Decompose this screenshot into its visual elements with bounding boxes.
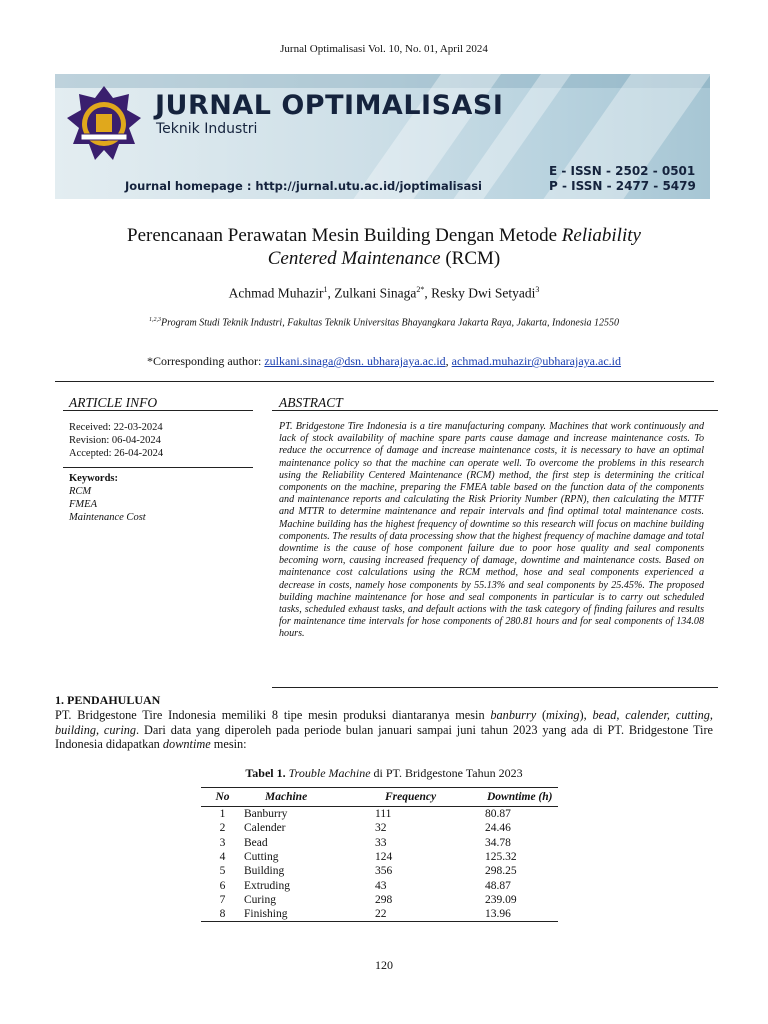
- machine-name: Curing: [244, 893, 276, 906]
- downtime-value: 24.46: [485, 822, 511, 835]
- frequency-value: 124: [375, 851, 393, 864]
- row-number: 1: [219, 808, 226, 821]
- divider: [55, 381, 714, 382]
- table-row: [201, 878, 558, 892]
- machine-name: Building: [244, 865, 285, 878]
- table-row: [201, 864, 558, 878]
- affiliation: $^{1,2,3}$Program Studi Teknik Industri, Fakultas Teknik Universitas Bhayangkara Jakarta Raya, Jakarta, Indonesia 12550: [148, 317, 619, 329]
- table-row: [201, 821, 558, 835]
- table-row: [201, 807, 558, 822]
- machine-name: Banburry: [244, 808, 288, 821]
- accepted-date: Accepted: 26-04-2024: [69, 448, 164, 459]
- email-link[interactable]: zulkani.sinaga@dsn. ubharajaya.ac.id: [264, 354, 446, 368]
- row-number: 6: [219, 879, 226, 892]
- column-header: No: [215, 791, 230, 803]
- received-date: Received: 22-03-2024: [69, 422, 163, 433]
- downtime-value: 13.96: [485, 908, 511, 921]
- author-list: Achmad Muhazir$^1$, Zulkani Sinaga$^{2*}$, Resky Dwi Setyadi$^3$: [228, 285, 540, 301]
- machine-name: Extruding: [244, 879, 290, 892]
- row-number: 5: [219, 865, 226, 878]
- section-heading: 1. PENDAHULUAN: [55, 693, 161, 707]
- author-name: Achmad Muhazir: [228, 285, 324, 301]
- keyword: FMEA: [69, 499, 97, 510]
- row-number: 8: [219, 908, 226, 921]
- frequency-value: 33: [375, 836, 387, 849]
- row-number: 7: [219, 893, 226, 906]
- downtime-value: 34.78: [485, 836, 511, 849]
- machine-name: Finishing: [244, 908, 288, 921]
- machine-name: Cutting: [244, 851, 279, 864]
- revision-date: Revision: 06-04-2024: [69, 435, 161, 446]
- machine-name: Bead: [244, 836, 268, 849]
- university-emblem-icon: [63, 84, 145, 164]
- keyword: Maintenance Cost: [69, 512, 146, 523]
- row-number: 2: [219, 822, 226, 835]
- journal-name: JURNAL OPTIMALISASI: [155, 90, 504, 121]
- downtime-value: 80.87: [485, 808, 511, 821]
- abstract-heading: ABSTRACT: [279, 395, 343, 410]
- divider: [63, 467, 253, 468]
- corresponding-author: *Corresponding author: zulkani.sinaga@dsn. ubharajaya.ac.id, achmad.muhazir@ubharajaya.ac.id: [147, 354, 621, 368]
- journal-homepage[interactable]: Journal homepage : http://jurnal.utu.ac.id/joptimalisasi: [125, 179, 482, 193]
- table-row: [201, 893, 558, 907]
- table-row: [201, 907, 558, 922]
- frequency-value: 356: [375, 865, 393, 878]
- article-title: Perencanaan Perawatan Mesin Building Dengan Metode Reliability Centered Maintenance (RCM): [127, 225, 641, 269]
- column-header: Machine: [265, 791, 308, 803]
- keywords-label: Keywords:: [69, 473, 118, 484]
- author-name: Resky Dwi Setyadi: [431, 285, 536, 301]
- row-number: 3: [219, 836, 226, 849]
- frequency-value: 111: [375, 808, 392, 821]
- downtime-value: 48.87: [485, 879, 511, 892]
- downtime-value: 298.25: [485, 865, 517, 878]
- keyword: RCM: [69, 486, 92, 497]
- pissn: P - ISSN - 2477 - 5479: [549, 179, 696, 193]
- divider: [272, 410, 718, 411]
- frequency-value: 43: [375, 879, 387, 892]
- journal-subtitle: Teknik Industri: [156, 121, 258, 137]
- table-header-row: [201, 788, 558, 807]
- table-caption: Tabel 1. Trouble Machine di PT. Bridgestone Tahun 2023: [245, 766, 523, 780]
- banner-top-bar: [55, 74, 710, 88]
- frequency-value: 298: [375, 893, 393, 906]
- eissn: E - ISSN - 2502 - 0501: [549, 164, 696, 178]
- frequency-value: 22: [375, 908, 387, 921]
- table-row: [201, 850, 558, 864]
- frequency-value: 32: [375, 822, 387, 835]
- downtime-value: 125.32: [485, 851, 517, 864]
- journal-banner: [55, 74, 710, 199]
- divider: [272, 687, 718, 688]
- abstract-text: PT. Bridgestone Tire Indonesia is a tire manufacturing company. Machines that work continuously and lack of stock availability of machine spare parts cause damage and increase maintenance costs. To reduce the occurrence of damage and increase maintenance costs, it is necessary to have an optimal maintenance policy so that the machine can operate well. To overcome the problems in this research using the Reliability Centered Maintenance (RCM) method, the first step is determining the critical components on the machine, preparing the FMEA table based on the function data of the components and maintenance reports and calculating the Risk Priority Number (RPN), then calculating the MTTF and MTTR to determine maintenance and repair intervals and find optimal total maintenance costs. Machine building has the highest frequency of downtime so this research will focus on machine building components. The results of data processing show that the highest frequency of machine damage and total downtime is the cause of hose component failure due to poor hose quality and seal components becoming worn, causing increased frequency of damage, downtime and maintenance costs. Based on maintenance cost calculations using the RCM method, hose and seal components experienced a decrease in costs, namely hose components by 55.13% and seal components by 25.45%. The proposed building machine maintenance for hose and seal components in particular is to carry out scheduled tasks, scheduled exhaust tasks, and default actions with the task category of finding failures and results for maintenance time intervals for hose components of 280.81 hours and for seal components of 134.08 hours.: [279, 421, 704, 640]
- article-info-heading: ARTICLE INFO: [69, 395, 158, 410]
- downtime-value: 239.09: [485, 893, 517, 906]
- divider: [63, 410, 253, 411]
- email-link[interactable]: achmad.muhazir@ubharajaya.ac.id: [451, 354, 621, 368]
- page-number: 120: [375, 958, 393, 972]
- column-header: Frequency: [385, 791, 437, 803]
- trouble-machine-table: [201, 787, 558, 922]
- running-head: Jurnal Optimalisasi Vol. 10, No. 01, April 2024: [280, 43, 488, 55]
- machine-name: Calender: [244, 822, 286, 835]
- table-row: [201, 836, 558, 850]
- column-header: Downtime (h): [487, 791, 553, 803]
- intro-paragraph: PT. Bridgestone Tire Indonesia memiliki 8 tipe mesin produksi diantaranya mesin banburry (mixing), bead, calender, cutting, building, curing. Dari data yang diperoleh pada periode bulan januari sampai juni tahun 2023 yang ada di PT. Bridgestone Tire Indonesia didapatkan downtime mesin:: [55, 708, 713, 751]
- author-name: Zulkani Sinaga: [334, 285, 417, 301]
- row-number: 4: [219, 851, 226, 864]
